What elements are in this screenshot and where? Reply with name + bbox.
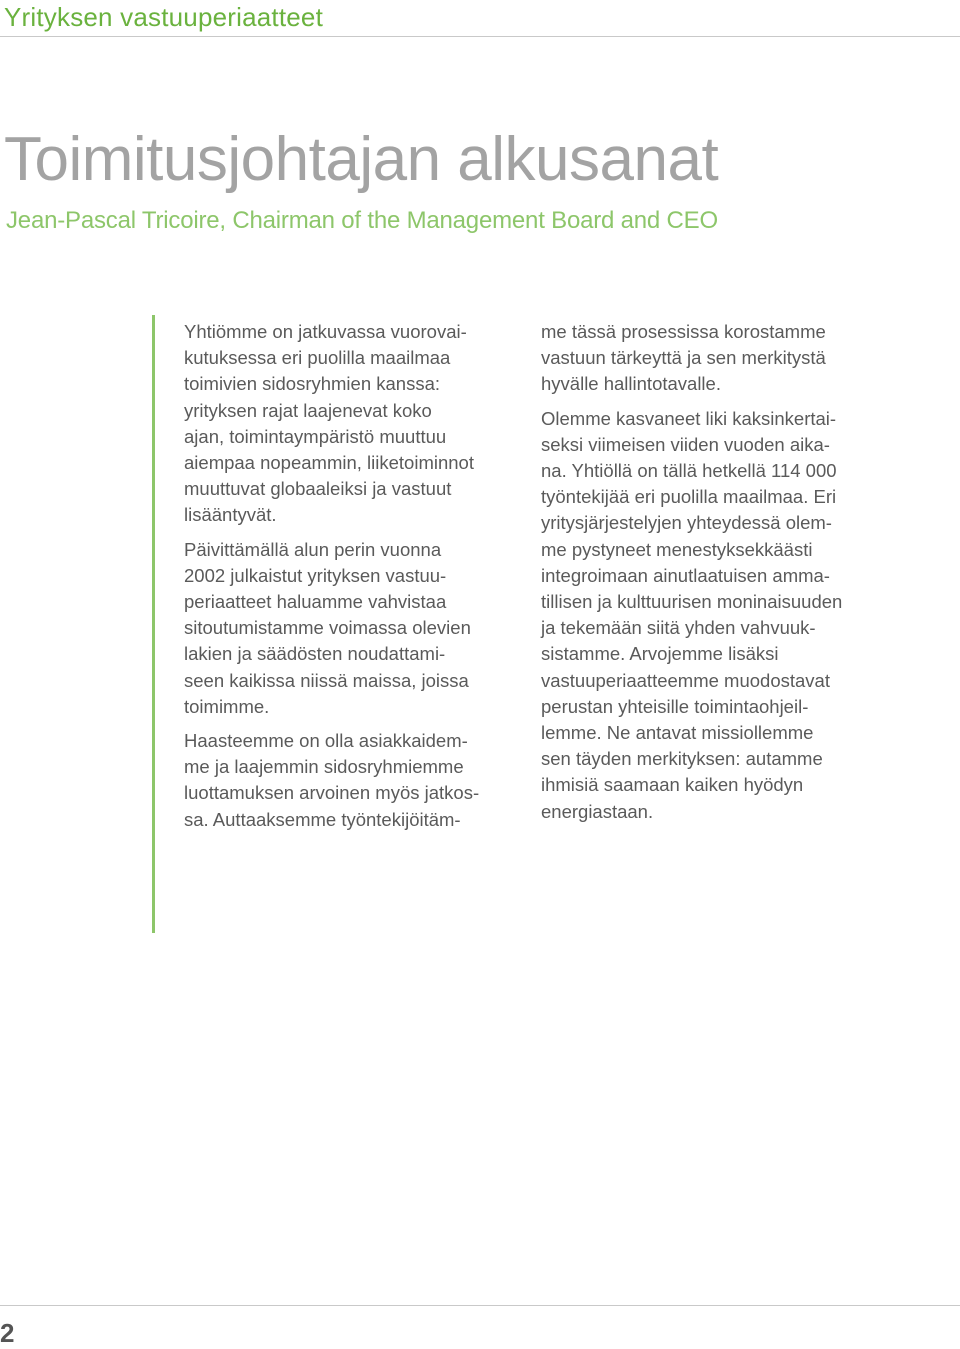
text-line: seksi viimeisen viiden vuoden aika- xyxy=(541,433,830,455)
text-line: ihmisiä saamaan kaiken hyödyn xyxy=(541,774,804,796)
paragraph xyxy=(184,728,524,833)
text-line: periaatteet haluamme vahvistaa xyxy=(184,591,447,613)
text-line: vastuun tärkeyttä ja sen merkitystä xyxy=(541,347,826,369)
footer-divider xyxy=(0,1305,960,1306)
text-line: luottamuksen arvoinen myös jatkos- xyxy=(184,782,480,804)
page-subtitle: Jean-Pascal Tricoire, Chairman of the Management Board and CEO xyxy=(6,207,718,234)
text-line: lisääntyvät. xyxy=(184,504,277,526)
text-line: me ja laajemmin sidosryhmiemme xyxy=(184,756,464,778)
text-line: yrityksen rajat laajenevat koko xyxy=(184,399,432,421)
text-line: hyvälle hallintotavalle. xyxy=(541,373,721,395)
text-line: seen kaikissa niissä maissa, joissa xyxy=(184,669,469,691)
page-number: 2 xyxy=(0,1318,15,1348)
text-line: toimivien sidosryhmien kanssa: xyxy=(184,373,441,395)
text-line: Haasteemme on olla asiakkaidem- xyxy=(184,730,468,752)
text-line: sa. Auttaaksemme työntekijöitäm- xyxy=(184,808,461,830)
text-line: perustan yhteisille toimintaohjeil- xyxy=(541,695,809,717)
text-line: sitoutumistamme voimassa olevien xyxy=(184,617,471,639)
text-line: na. Yhtiöllä on tällä hetkellä 114 000 xyxy=(541,460,837,482)
paragraph xyxy=(184,319,524,529)
header-divider xyxy=(0,36,960,37)
text-line: vastuuperiaatteemme muodostavat xyxy=(541,669,830,691)
text-line: energiastaan. xyxy=(541,800,654,822)
paragraph xyxy=(541,406,881,825)
text-line: sistamme. Arvojemme lisäksi xyxy=(541,643,779,665)
text-line: Päivittämällä alun perin vuonna xyxy=(184,538,442,560)
text-line: lakien ja säädösten noudattami- xyxy=(184,643,446,665)
paragraph xyxy=(184,537,524,720)
text-line: Olemme kasvaneet liki kaksinkertai- xyxy=(541,407,837,429)
text-line: ja tekemään siitä yhden vahvuuk- xyxy=(541,617,816,639)
text-column-left xyxy=(184,319,524,841)
text-line: aiempaa nopeammin, liiketoiminnot xyxy=(184,452,474,474)
text-line: sen täyden merkityksen: autamme xyxy=(541,748,823,770)
text-line: Yhtiömme on jatkuvassa vuorovai- xyxy=(184,321,467,342)
text-line: muuttuvat globaaleiksi ja vastuut xyxy=(184,478,452,500)
text-line: tillisen ja kulttuurisen moninaisuuden xyxy=(541,591,843,613)
text-line: toimimme. xyxy=(184,695,270,717)
text-column-right xyxy=(541,319,881,833)
text-line: lemme. Ne antavat missiollemme xyxy=(541,722,814,744)
section-header-title: Yrityksen vastuuperiaatteet xyxy=(4,2,324,32)
text-line: 2002 julkaistut yrityksen vastuu- xyxy=(184,564,447,586)
text-line: me pystyneet menestyksekkäästi xyxy=(541,538,813,560)
text-line: ajan, toimintaympäristö muuttuu xyxy=(184,425,447,447)
page-title: Toimitusjohtajan alkusanat xyxy=(4,125,719,194)
text-line: yritysjärjestelyjen yhteydessä olem- xyxy=(541,512,832,534)
text-line: työntekijää eri puolilla maailmaa. Eri xyxy=(541,486,837,508)
text-line: integroimaan ainutlaatuisen amma- xyxy=(541,564,830,586)
paragraph xyxy=(541,319,881,398)
text-line: kutuksessa eri puolilla maailmaa xyxy=(184,347,451,369)
text-line: me tässä prosessissa korostamme xyxy=(541,321,826,342)
accent-bar xyxy=(152,315,155,933)
